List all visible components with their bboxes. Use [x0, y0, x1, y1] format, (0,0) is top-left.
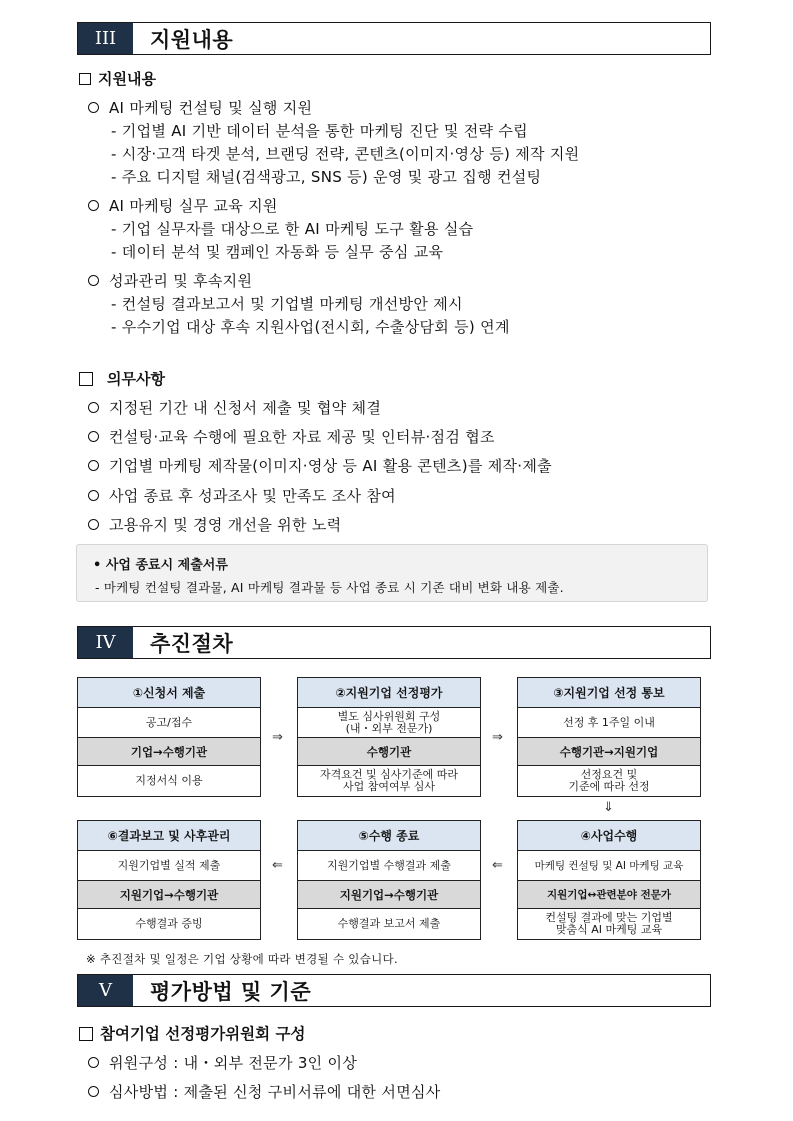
- circle-bullet-icon: [88, 1057, 99, 1068]
- note-title: • 사업 종료시 제출서류: [93, 558, 228, 573]
- duty-item: 사업 종료 후 성과조사 및 만족도 조사 참여: [88, 485, 396, 506]
- step-actor: 수행기관: [298, 738, 480, 766]
- step-head: ⑥결과보고 및 사후관리: [78, 821, 260, 851]
- support-item: - 데이터 분석 및 캠페인 자동화 등 실무 중심 교육: [111, 243, 444, 261]
- support-item: - 기업별 AI 기반 데이터 분석을 통한 마케팅 진단 및 전략 수립: [111, 122, 528, 140]
- section-title: 평가방법 및 기준: [150, 979, 312, 1004]
- step-head: ③지원기업 선정 통보: [518, 678, 700, 708]
- section-header-3: [77, 22, 711, 55]
- circle-bullet-icon: [88, 460, 99, 471]
- step-content: 공고/접수: [78, 708, 260, 738]
- support-item: - 우수기업 대상 후속 지원사업(전시회, 수출상담회 등) 연계: [111, 318, 510, 336]
- step-content: 지원기업별 수행결과 제출: [298, 851, 480, 881]
- section-title: 지원내용: [150, 27, 234, 52]
- flow-note: ※ 추진절차 및 일정은 기업 상황에 따라 변경될 수 있습니다.: [86, 952, 398, 966]
- step-detail: 지정서식 이용: [135, 774, 203, 787]
- step-head: ⑤수행 종료: [298, 821, 480, 851]
- support-group-3: 성과관리 및 후속지원: [88, 270, 252, 291]
- evaluation-item: 심사방법 : 제출된 신청 구비서류에 대한 서면심사: [88, 1081, 441, 1102]
- step-content: 지원기업별 실적 제출: [78, 851, 260, 881]
- circle-bullet-icon: [88, 102, 99, 113]
- section-header-4: [77, 626, 711, 659]
- flow-step-2: [297, 677, 481, 797]
- step-detail: 자격요건 및 심사기준에 따라 사업 참여여부 심사: [319, 768, 458, 793]
- duties-heading: 의무사항: [79, 368, 165, 389]
- step-head: ④사업수행: [518, 821, 700, 851]
- step-actor: 기업→수행기관: [78, 738, 260, 766]
- duty-item: 컨설팅·교육 수행에 필요한 자료 제공 및 인터뷰·점검 협조: [88, 426, 495, 447]
- step-actor: 지원기업→수행기관: [78, 881, 260, 909]
- evaluation-item: 위원구성 : 내・외부 전문가 3인 이상: [88, 1052, 357, 1073]
- step-detail: 컨설팅 결과에 맞는 기업별 맞춤식 AI 마케팅 교육: [545, 911, 673, 936]
- circle-bullet-icon: [88, 275, 99, 286]
- step-detail: 수행결과 증빙: [135, 917, 203, 930]
- section-number: IV: [78, 627, 133, 658]
- step-head: ①신청서 제출: [78, 678, 260, 708]
- circle-bullet-icon: [88, 200, 99, 211]
- support-group-1: AI 마케팅 컨설팅 및 실행 지원: [88, 97, 312, 118]
- circle-bullet-icon: [88, 1086, 99, 1097]
- circle-bullet-icon: [88, 490, 99, 501]
- step-detail: 선정요건 및 기준에 따라 선정: [568, 768, 650, 793]
- flow-step-6: [77, 820, 261, 940]
- note-text: - 마케팅 컨설팅 결과물, AI 마케팅 결과물 등 사업 종료 시 기존 대비 변화 내용 제출.: [95, 580, 564, 595]
- step-detail: 수행결과 보고서 제출: [337, 917, 441, 930]
- evaluation-heading: 참여기업 선정평가위원회 구성: [79, 1022, 305, 1044]
- arrow-right-icon: ⇒: [492, 730, 503, 745]
- support-item: - 시장·고객 타겟 분석, 브랜딩 전략, 콘텐츠(이미지·영상 등) 제작 지원: [111, 145, 580, 163]
- checkbox-square-icon: [79, 372, 93, 386]
- flow-step-4: [517, 820, 701, 940]
- arrow-left-icon: ⇐: [272, 858, 283, 873]
- submission-note-box: [76, 544, 708, 602]
- arrow-right-icon: ⇒: [272, 730, 283, 745]
- step-actor: 수행기관→지원기업: [518, 738, 700, 766]
- checkbox-square-icon: [79, 73, 91, 85]
- support-heading: 지원내용: [79, 68, 156, 89]
- support-item: - 주요 디지털 채널(검색광고, SNS 등) 운영 및 광고 집행 컨설팅: [111, 168, 542, 186]
- section-header-5: [77, 974, 711, 1007]
- checkbox-square-icon: [79, 1027, 93, 1041]
- arrow-down-icon: ⇓: [603, 800, 614, 815]
- step-content: 마케팅 컨설팅 및 AI 마케팅 교육: [518, 851, 700, 881]
- support-item: - 기업 실무자를 대상으로 한 AI 마케팅 도구 활용 실습: [111, 220, 474, 238]
- circle-bullet-icon: [88, 431, 99, 442]
- step-actor: 지원기업→수행기관: [298, 881, 480, 909]
- circle-bullet-icon: [88, 402, 99, 413]
- step-content: 별도 심사위원회 구성 (내・외부 전문가): [298, 708, 480, 738]
- circle-bullet-icon: [88, 519, 99, 530]
- step-content: 선정 후 1주일 이내: [518, 708, 700, 738]
- flow-step-1: [77, 677, 261, 797]
- arrow-left-icon: ⇐: [492, 858, 503, 873]
- step-actor: 지원기업↔관련분야 전문가: [518, 881, 700, 909]
- duty-item: 기업별 마케팅 제작물(이미지·영상 등 AI 활용 콘텐츠)를 제작·제출: [88, 455, 552, 476]
- support-item: - 컨설팅 결과보고서 및 기업별 마케팅 개선방안 제시: [111, 295, 463, 313]
- flow-step-5: [297, 820, 481, 940]
- duty-item: 지정된 기간 내 신청서 제출 및 협약 체결: [88, 397, 381, 418]
- section-title: 추진절차: [150, 631, 234, 656]
- step-head: ②지원기업 선정평가: [298, 678, 480, 708]
- duty-item: 고용유지 및 경영 개선을 위한 노력: [88, 514, 341, 535]
- section-number: V: [78, 975, 133, 1006]
- flow-step-3: [517, 677, 701, 797]
- section-number: III: [78, 23, 133, 54]
- support-group-2: AI 마케팅 실무 교육 지원: [88, 195, 278, 216]
